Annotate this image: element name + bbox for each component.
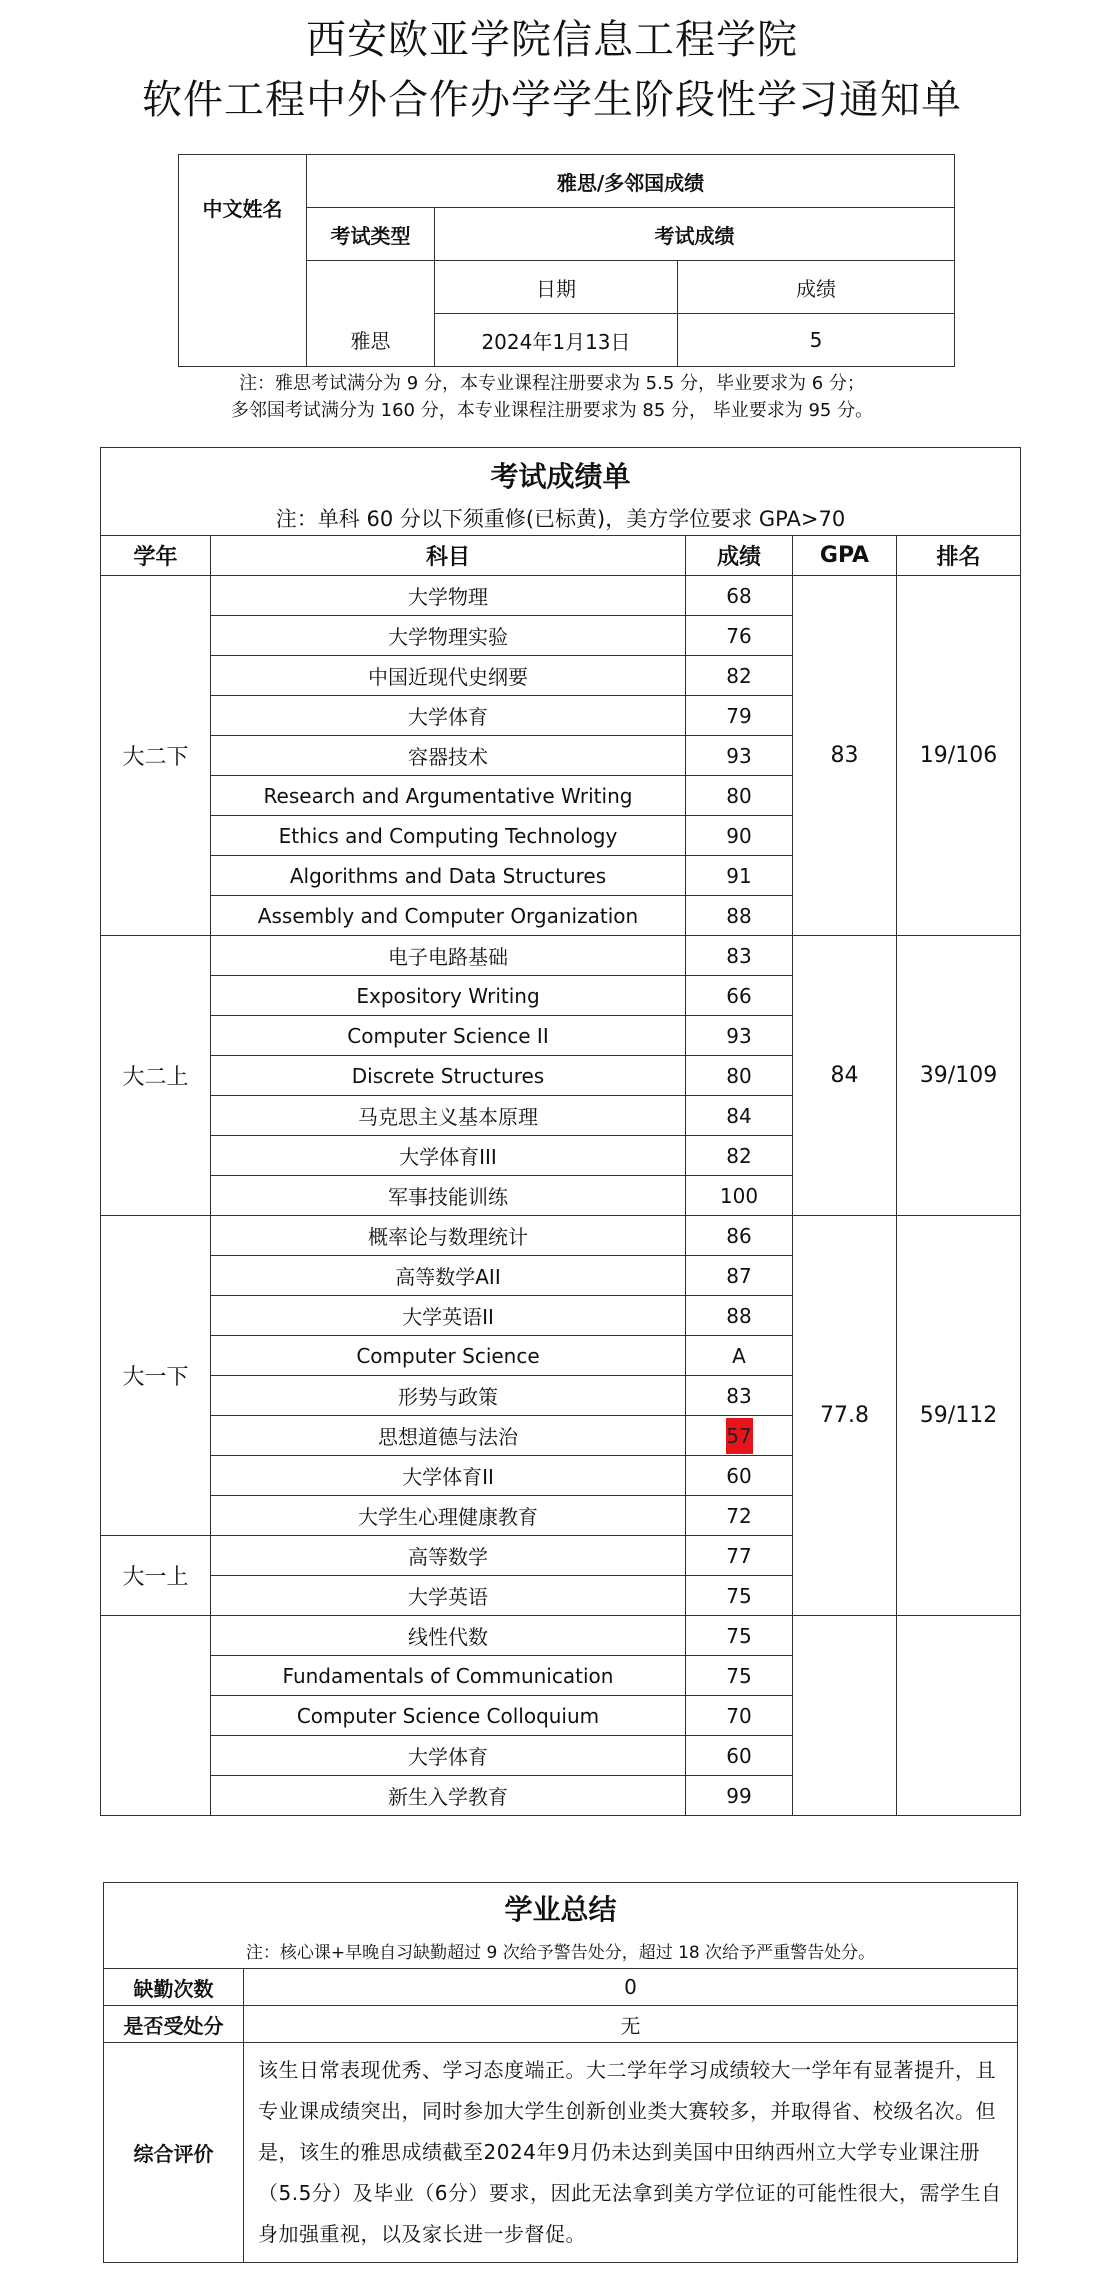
header-year: 学年 <box>101 536 211 576</box>
subject-cell: Research and Argumentative Writing <box>211 776 686 816</box>
failed-score-highlight: 57 <box>726 1418 753 1454</box>
table-row <box>101 576 1021 616</box>
score-table <box>100 447 1021 1816</box>
evaluation-label: 综合评价 <box>104 2043 244 2263</box>
exam-date-value: 2024年1月13日 <box>435 314 678 367</box>
subject-cell: Computer Science <box>211 1336 686 1376</box>
gpa-cell: 77.8 <box>793 1216 897 1616</box>
subject-cell: Computer Science Colloquium <box>211 1696 686 1736</box>
score-cell: 79 <box>686 696 793 736</box>
subject-cell: Discrete Structures <box>211 1056 686 1096</box>
subject-cell: Algorithms and Data Structures <box>211 856 686 896</box>
summary-table <box>103 1882 1018 2263</box>
score-cell: 84 <box>686 1096 793 1136</box>
score-cell: 93 <box>686 736 793 776</box>
subject-cell: 概率论与数理统计 <box>211 1216 686 1256</box>
score-cell <box>686 1416 793 1456</box>
exam-type-blank <box>307 261 435 314</box>
score-cell: 70 <box>686 1696 793 1736</box>
summary-title: 学业总结 <box>104 1883 1018 1933</box>
score-cell: 83 <box>686 936 793 976</box>
score-cell: 75 <box>686 1616 793 1656</box>
exam-score-value: 5 <box>678 314 955 367</box>
term-label-blank <box>101 1616 211 1816</box>
subject-cell: 形势与政策 <box>211 1376 686 1416</box>
evaluation-text: 该生日常表现优秀、学习态度端正。大二学年学习成绩较大一学年有显著提升，且专业课成绩突出，同时参加大学生创新创业类大赛较多，并取得省、校级名次。但是，该生的雅思成绩截至2024年9月仍未达到美国中田纳西州立大学专业课注册（5.5分）及毕业（6分）要求，因此无法拿到美方学位证的可能性很大，需学生自身加强重视，以及家长进一步督促。 <box>244 2043 1018 2263</box>
gpa-cell: 83 <box>793 576 897 936</box>
score-cell: 75 <box>686 1576 793 1616</box>
score-cell: 68 <box>686 576 793 616</box>
subject-cell: 中国近现代史纲要 <box>211 656 686 696</box>
table-row <box>101 1216 1021 1256</box>
subject-cell: 大学物理 <box>211 576 686 616</box>
subject-cell: 容器技术 <box>211 736 686 776</box>
subject-cell: 高等数学AII <box>211 1256 686 1296</box>
name-label: 中文姓名 <box>179 155 307 261</box>
subject-cell: 大学英语II <box>211 1296 686 1336</box>
subject-cell: 大学英语 <box>211 1576 686 1616</box>
rank-cell: 59/112 <box>897 1216 1021 1616</box>
term-label: 大一上 <box>101 1536 211 1616</box>
score-cell: 82 <box>686 1136 793 1176</box>
score-table-title: 考试成绩单 <box>101 448 1021 502</box>
subject-cell: Ethics and Computing Technology <box>211 816 686 856</box>
gpa-cell: 84 <box>793 936 897 1216</box>
date-label: 日期 <box>435 261 678 314</box>
score-cell: 86 <box>686 1216 793 1256</box>
score-cell: 87 <box>686 1256 793 1296</box>
score-cell: 99 <box>686 1776 793 1816</box>
score-cell: 93 <box>686 1016 793 1056</box>
absence-value: 0 <box>244 1969 1018 2006</box>
ielts-section-title: 雅思/多邻国成绩 <box>307 155 955 208</box>
score-cell: 91 <box>686 856 793 896</box>
score-cell: 90 <box>686 816 793 856</box>
subject-cell: 马克思主义基本原理 <box>211 1096 686 1136</box>
subject-cell: 线性代数 <box>211 1616 686 1656</box>
subject-cell: 大学体育 <box>211 696 686 736</box>
ielts-note-line2: 多邻国考试满分为 160 分，本专业课程注册要求为 85 分， 毕业要求为 95 分。 <box>230 400 874 421</box>
term-label: 大二下 <box>101 576 211 936</box>
score-cell: 76 <box>686 616 793 656</box>
score-cell: A <box>686 1336 793 1376</box>
score-cell: 88 <box>686 896 793 936</box>
table-row <box>101 1616 1021 1656</box>
rank-cell: 39/109 <box>897 936 1021 1216</box>
ielts-note-line1: 注：雅思考试满分为 9 分，本专业课程注册要求为 5.5 分，毕业要求为 6 分； <box>239 373 865 394</box>
subject-cell: 大学体育 <box>211 1736 686 1776</box>
summary-note: 注：核心课+早晚自习缺勤超过 9 次给予警告处分，超过 18 次给予严重警告处分。 <box>104 1933 1018 1969</box>
score-cell: 66 <box>686 976 793 1016</box>
score-cell: 80 <box>686 1056 793 1096</box>
score-cell: 75 <box>686 1656 793 1696</box>
score-cell: 60 <box>686 1456 793 1496</box>
school-title: 西安欧亚学院信息工程学院 <box>306 17 798 63</box>
score-cell: 82 <box>686 656 793 696</box>
table-row <box>101 936 1021 976</box>
score-cell: 100 <box>686 1176 793 1216</box>
subject-cell: Assembly and Computer Organization <box>211 896 686 936</box>
score-cell: 83 <box>686 1376 793 1416</box>
header-gpa: GPA <box>793 536 897 576</box>
score-cell: 77 <box>686 1536 793 1576</box>
subject-cell: 军事技能训练 <box>211 1176 686 1216</box>
score-cell: 88 <box>686 1296 793 1336</box>
term-label: 大二上 <box>101 936 211 1216</box>
gpa-cell-blank <box>793 1616 897 1816</box>
notice-title: 软件工程中外合作办学学生阶段性学习通知单 <box>142 77 962 123</box>
score-table-note: 注：单科 60 分以下须重修(已标黄)，美方学位要求 GPA>70 <box>101 502 1021 536</box>
subject-cell: 思想道德与法治 <box>211 1416 686 1456</box>
subject-cell: 大学生心理健康教育 <box>211 1496 686 1536</box>
subject-cell: Expository Writing <box>211 976 686 1016</box>
header-score: 成绩 <box>686 536 793 576</box>
subject-cell: 高等数学 <box>211 1536 686 1576</box>
absence-label: 缺勤次数 <box>104 1969 244 2006</box>
exam-type-label: 考试类型 <box>307 208 435 261</box>
ielts-table <box>178 154 955 367</box>
subject-cell: 电子电路基础 <box>211 936 686 976</box>
score-cell: 72 <box>686 1496 793 1536</box>
score-cell: 60 <box>686 1736 793 1776</box>
subject-cell: 大学物理实验 <box>211 616 686 656</box>
subject-cell: Computer Science II <box>211 1016 686 1056</box>
header-rank: 排名 <box>897 536 1021 576</box>
exam-score-label: 考试成绩 <box>435 208 955 261</box>
subject-cell: 大学体育II <box>211 1456 686 1496</box>
penalty-label: 是否受处分 <box>104 2006 244 2043</box>
score-cell: 80 <box>686 776 793 816</box>
penalty-value: 无 <box>244 2006 1018 2043</box>
rank-cell: 19/106 <box>897 576 1021 936</box>
name-value <box>179 261 307 367</box>
rank-cell-blank <box>897 1616 1021 1816</box>
term-label: 大一下 <box>101 1216 211 1536</box>
subject-cell: 新生入学教育 <box>211 1776 686 1816</box>
header-subject: 科目 <box>211 536 686 576</box>
subject-cell: 大学体育III <box>211 1136 686 1176</box>
exam-type-value: 雅思 <box>307 314 435 367</box>
subject-cell: Fundamentals of Communication <box>211 1656 686 1696</box>
result-label: 成绩 <box>678 261 955 314</box>
